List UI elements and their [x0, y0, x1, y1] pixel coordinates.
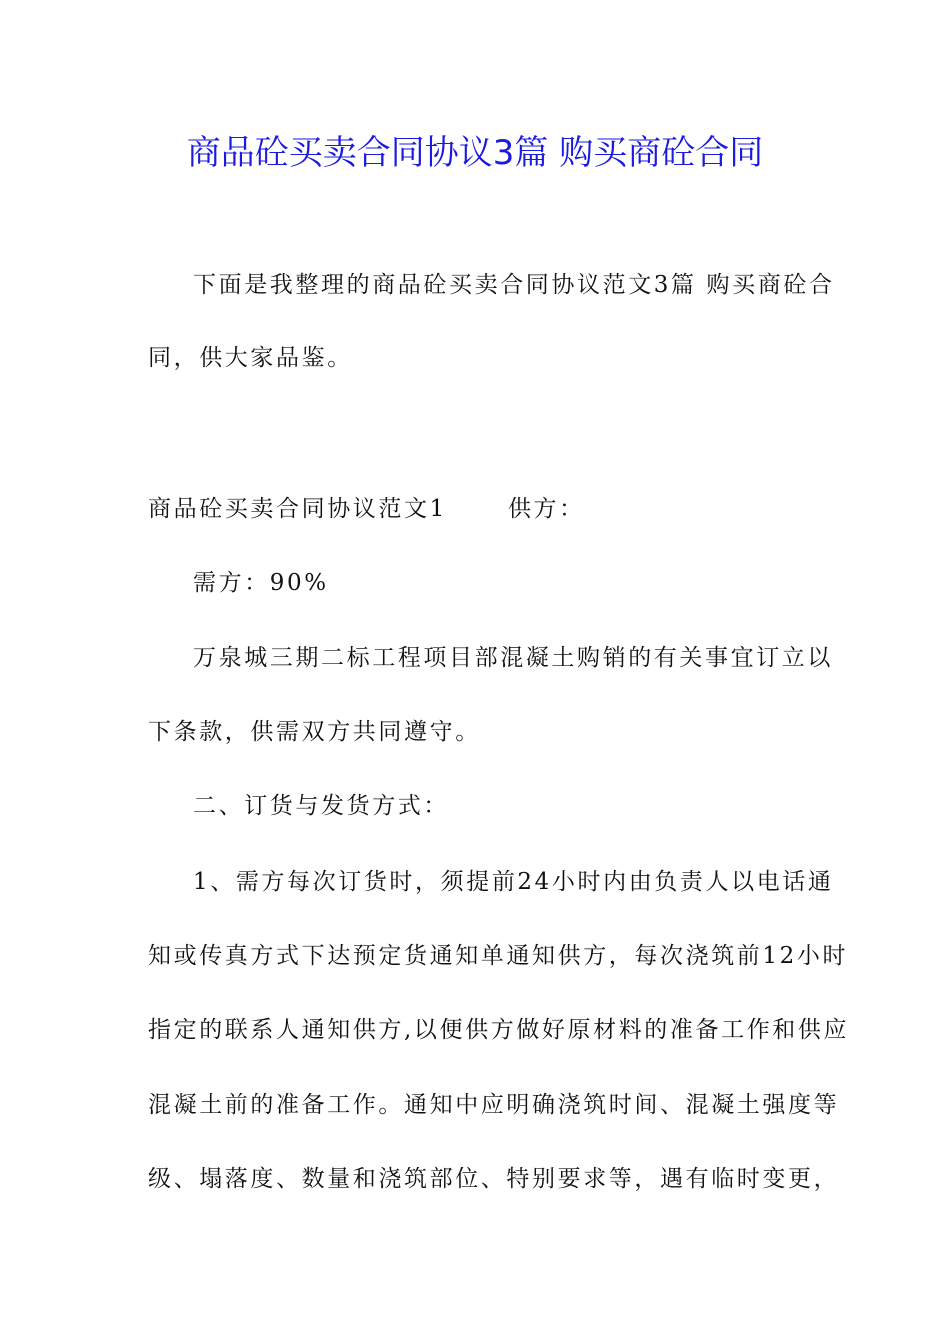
paragraph-project-line-2: 下条款，供需双方共同遵守。	[148, 719, 481, 745]
clause-1-line-3: 指定的联系人通知供方,以便供方做好原材料的准备工作和供应	[148, 1017, 850, 1043]
paragraph-demand-party: 需方：90%	[193, 570, 329, 596]
clause-1-line-4: 混凝土前的准备工作。通知中应明确浇筑时间、混凝土强度等	[148, 1092, 840, 1118]
clause-heading-ordering: 二、订货与发货方式：	[193, 793, 449, 819]
paragraph-intro-line-2: 同，供大家品鉴。	[148, 345, 353, 371]
paragraph-project-line-1: 万泉城三期二标工程项目部混凝土购销的有关事宜订立以	[193, 645, 833, 671]
section-heading-sample-1: 商品砼买卖合同协议范文1 供方：	[148, 496, 585, 522]
paragraph-intro-line-1: 下面是我整理的商品砼买卖合同协议范文3篇 购买商砼合	[193, 272, 835, 298]
clause-1-line-1: 1、需方每次订货时，须提前24小时内由负责人以电话通	[193, 869, 834, 895]
clause-1-line-5: 级、塌落度、数量和浇筑部位、特别要求等，遇有临时变更，	[148, 1166, 840, 1192]
clause-1-line-2: 知或传真方式下达预定货通知单通知供方，每次浇筑前12小时	[148, 943, 849, 969]
document-title: 商品砼买卖合同协议3篇 购买商砼合同	[186, 133, 764, 173]
